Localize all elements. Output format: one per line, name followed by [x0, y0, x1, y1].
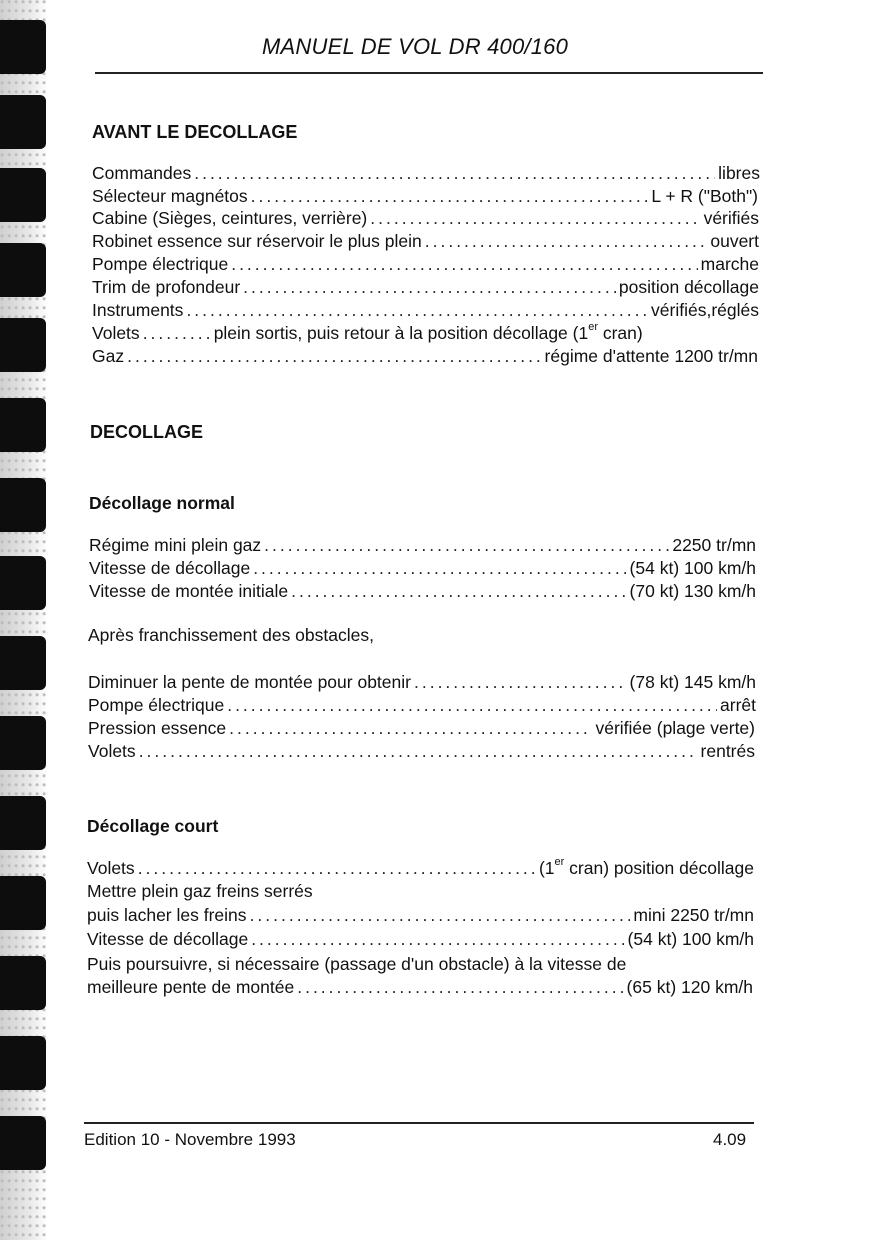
row-label: Trim de profondeur: [92, 277, 241, 297]
leader-dots: [370, 207, 700, 230]
checklist-row: [88, 717, 755, 740]
row-label: Cabine (Sièges, ceintures, verrière): [92, 208, 368, 228]
row-value: [539, 857, 754, 880]
row-label: Pompe électrique: [92, 254, 229, 274]
row-value-superscript: er: [554, 856, 565, 868]
checklist-row: [89, 534, 756, 557]
row-value: mini 2250 tr/mn: [633, 905, 754, 925]
footer-page-number: 4.09: [713, 1130, 747, 1149]
binding-ring: [0, 1036, 46, 1090]
footer-rule: [84, 1122, 754, 1124]
section-heading-avant: AVANT LE DECOLLAGE: [92, 122, 298, 142]
row-label: Robinet essence sur réservoir le plus plein: [92, 231, 422, 251]
leader-dots: [139, 740, 698, 763]
row-value: (54 kt) 100 km/h: [627, 929, 754, 949]
leader-dots: [414, 671, 627, 694]
row-value: (65 kt) 120 km/h: [626, 977, 753, 997]
binding-ring: [0, 716, 46, 770]
row-value: ouvert: [710, 231, 759, 251]
checklist-row: [92, 162, 760, 185]
binding-ring: [0, 796, 46, 850]
binding-ring: [0, 95, 46, 149]
row-label: Vitesse de montée initiale: [89, 581, 289, 601]
row-value: (70 kt) 130 km/h: [629, 581, 756, 601]
row-label: Pompe électrique: [88, 695, 225, 715]
checklist-row: [92, 185, 758, 208]
row-label: Commandes: [92, 163, 192, 183]
row-label: meilleure pente de montée: [87, 977, 295, 997]
row-value: libres: [718, 163, 760, 183]
checklist-row: [87, 928, 754, 951]
checklist-row: [92, 299, 759, 322]
binding-strip: [0, 0, 48, 1240]
row-value: [214, 322, 643, 345]
row-value-text: cran) position décollage: [564, 858, 754, 878]
row-label: Volets: [88, 741, 136, 761]
row-value: vérifiés,réglés: [651, 300, 759, 320]
checklist-row: [88, 694, 756, 717]
binding-ring: [0, 636, 46, 690]
leader-dots: [253, 557, 626, 580]
row-label: Gaz: [92, 346, 125, 366]
checklist-row: [92, 230, 759, 253]
checklist-row: [92, 207, 759, 230]
section-heading-decollage: DECOLLAGE: [90, 422, 204, 442]
binding-ring: [0, 556, 46, 610]
row-value-superscript: er: [588, 321, 598, 333]
page-header-title: MANUEL DE VOL DR 400/160: [262, 34, 569, 59]
leader-dots: [194, 162, 715, 185]
binding-ring: [0, 478, 46, 532]
row-label: Pression essence: [88, 718, 227, 738]
leader-dots: [251, 185, 649, 208]
row-label: Volets: [92, 323, 140, 343]
leader-dots: [251, 928, 624, 951]
leader-dots: [231, 253, 697, 276]
binding-ring: [0, 1116, 46, 1170]
checklist-row: [92, 276, 759, 299]
binding-ring: [0, 876, 46, 930]
leader-dots: [264, 534, 669, 557]
note-text: Après franchissement des obstacles,: [88, 625, 374, 645]
leader-dots: [143, 322, 211, 345]
checklist-row: [89, 580, 756, 603]
row-value: vérifiés: [703, 208, 759, 228]
instruction-text: Puis poursuivre, si nécessaire (passage d'un obstacle) à la vitesse de: [87, 954, 627, 974]
binding-ring: [0, 168, 46, 222]
leader-dots: [243, 276, 616, 299]
binding-ring: [0, 20, 46, 74]
checklist-row: [92, 253, 759, 276]
row-value: L + R ("Both"): [651, 186, 758, 206]
checklist-row: [89, 557, 756, 580]
row-value: arrêt: [720, 695, 756, 715]
row-label: Sélecteur magnétos: [92, 186, 248, 206]
binding-ring: [0, 318, 46, 372]
leader-dots: [186, 299, 648, 322]
footer-edition: Edition 10 - Novembre 1993: [84, 1130, 296, 1149]
leader-dots: [250, 904, 631, 927]
subsection-heading-court: Décollage court: [87, 816, 219, 836]
checklist-row: [92, 345, 758, 368]
checklist-row: [87, 976, 753, 999]
binding-ring: [0, 398, 46, 452]
leader-dots: [227, 694, 717, 717]
row-label: Instruments: [92, 300, 184, 320]
binding-ring: [0, 243, 46, 297]
leader-dots: [425, 230, 708, 253]
row-label: Vitesse de décollage: [87, 929, 249, 949]
checklist-row: [87, 857, 754, 880]
row-label: Vitesse de décollage: [89, 558, 251, 578]
row-label: Diminuer la pente de montée pour obtenir: [88, 672, 411, 692]
checklist-row: [87, 904, 754, 927]
row-value: rentrés: [700, 741, 755, 761]
leader-dots: [291, 580, 626, 603]
checklist-row: [88, 671, 756, 694]
row-value: vérifiée (plage verte): [595, 718, 755, 738]
checklist-row: [92, 322, 758, 345]
row-value-text: cran): [597, 323, 643, 343]
row-label: Régime mini plein gaz: [89, 535, 262, 555]
leader-dots: [297, 976, 623, 999]
header-rule: [95, 72, 763, 74]
row-value: régime d'attente 1200 tr/mn: [544, 346, 758, 366]
subsection-heading-normal: Décollage normal: [89, 493, 235, 513]
row-value: (78 kt) 145 km/h: [629, 672, 756, 692]
instruction-text: Mettre plein gaz freins serrés: [87, 881, 313, 901]
row-label: Volets: [87, 858, 135, 878]
leader-dots: [127, 345, 541, 368]
leader-dots: [229, 717, 592, 740]
row-value-text: (1: [538, 858, 555, 878]
row-value-text: plein sortis, puis retour à la position décollage (1: [213, 323, 589, 343]
row-value: position décollage: [618, 277, 759, 297]
row-value: marche: [700, 254, 759, 274]
row-value: 2250 tr/mn: [672, 535, 756, 555]
checklist-row: [88, 740, 755, 763]
binding-ring: [0, 956, 46, 1010]
leader-dots: [138, 857, 536, 880]
row-value: (54 kt) 100 km/h: [629, 558, 756, 578]
row-label: puis lacher les freins: [87, 905, 247, 925]
